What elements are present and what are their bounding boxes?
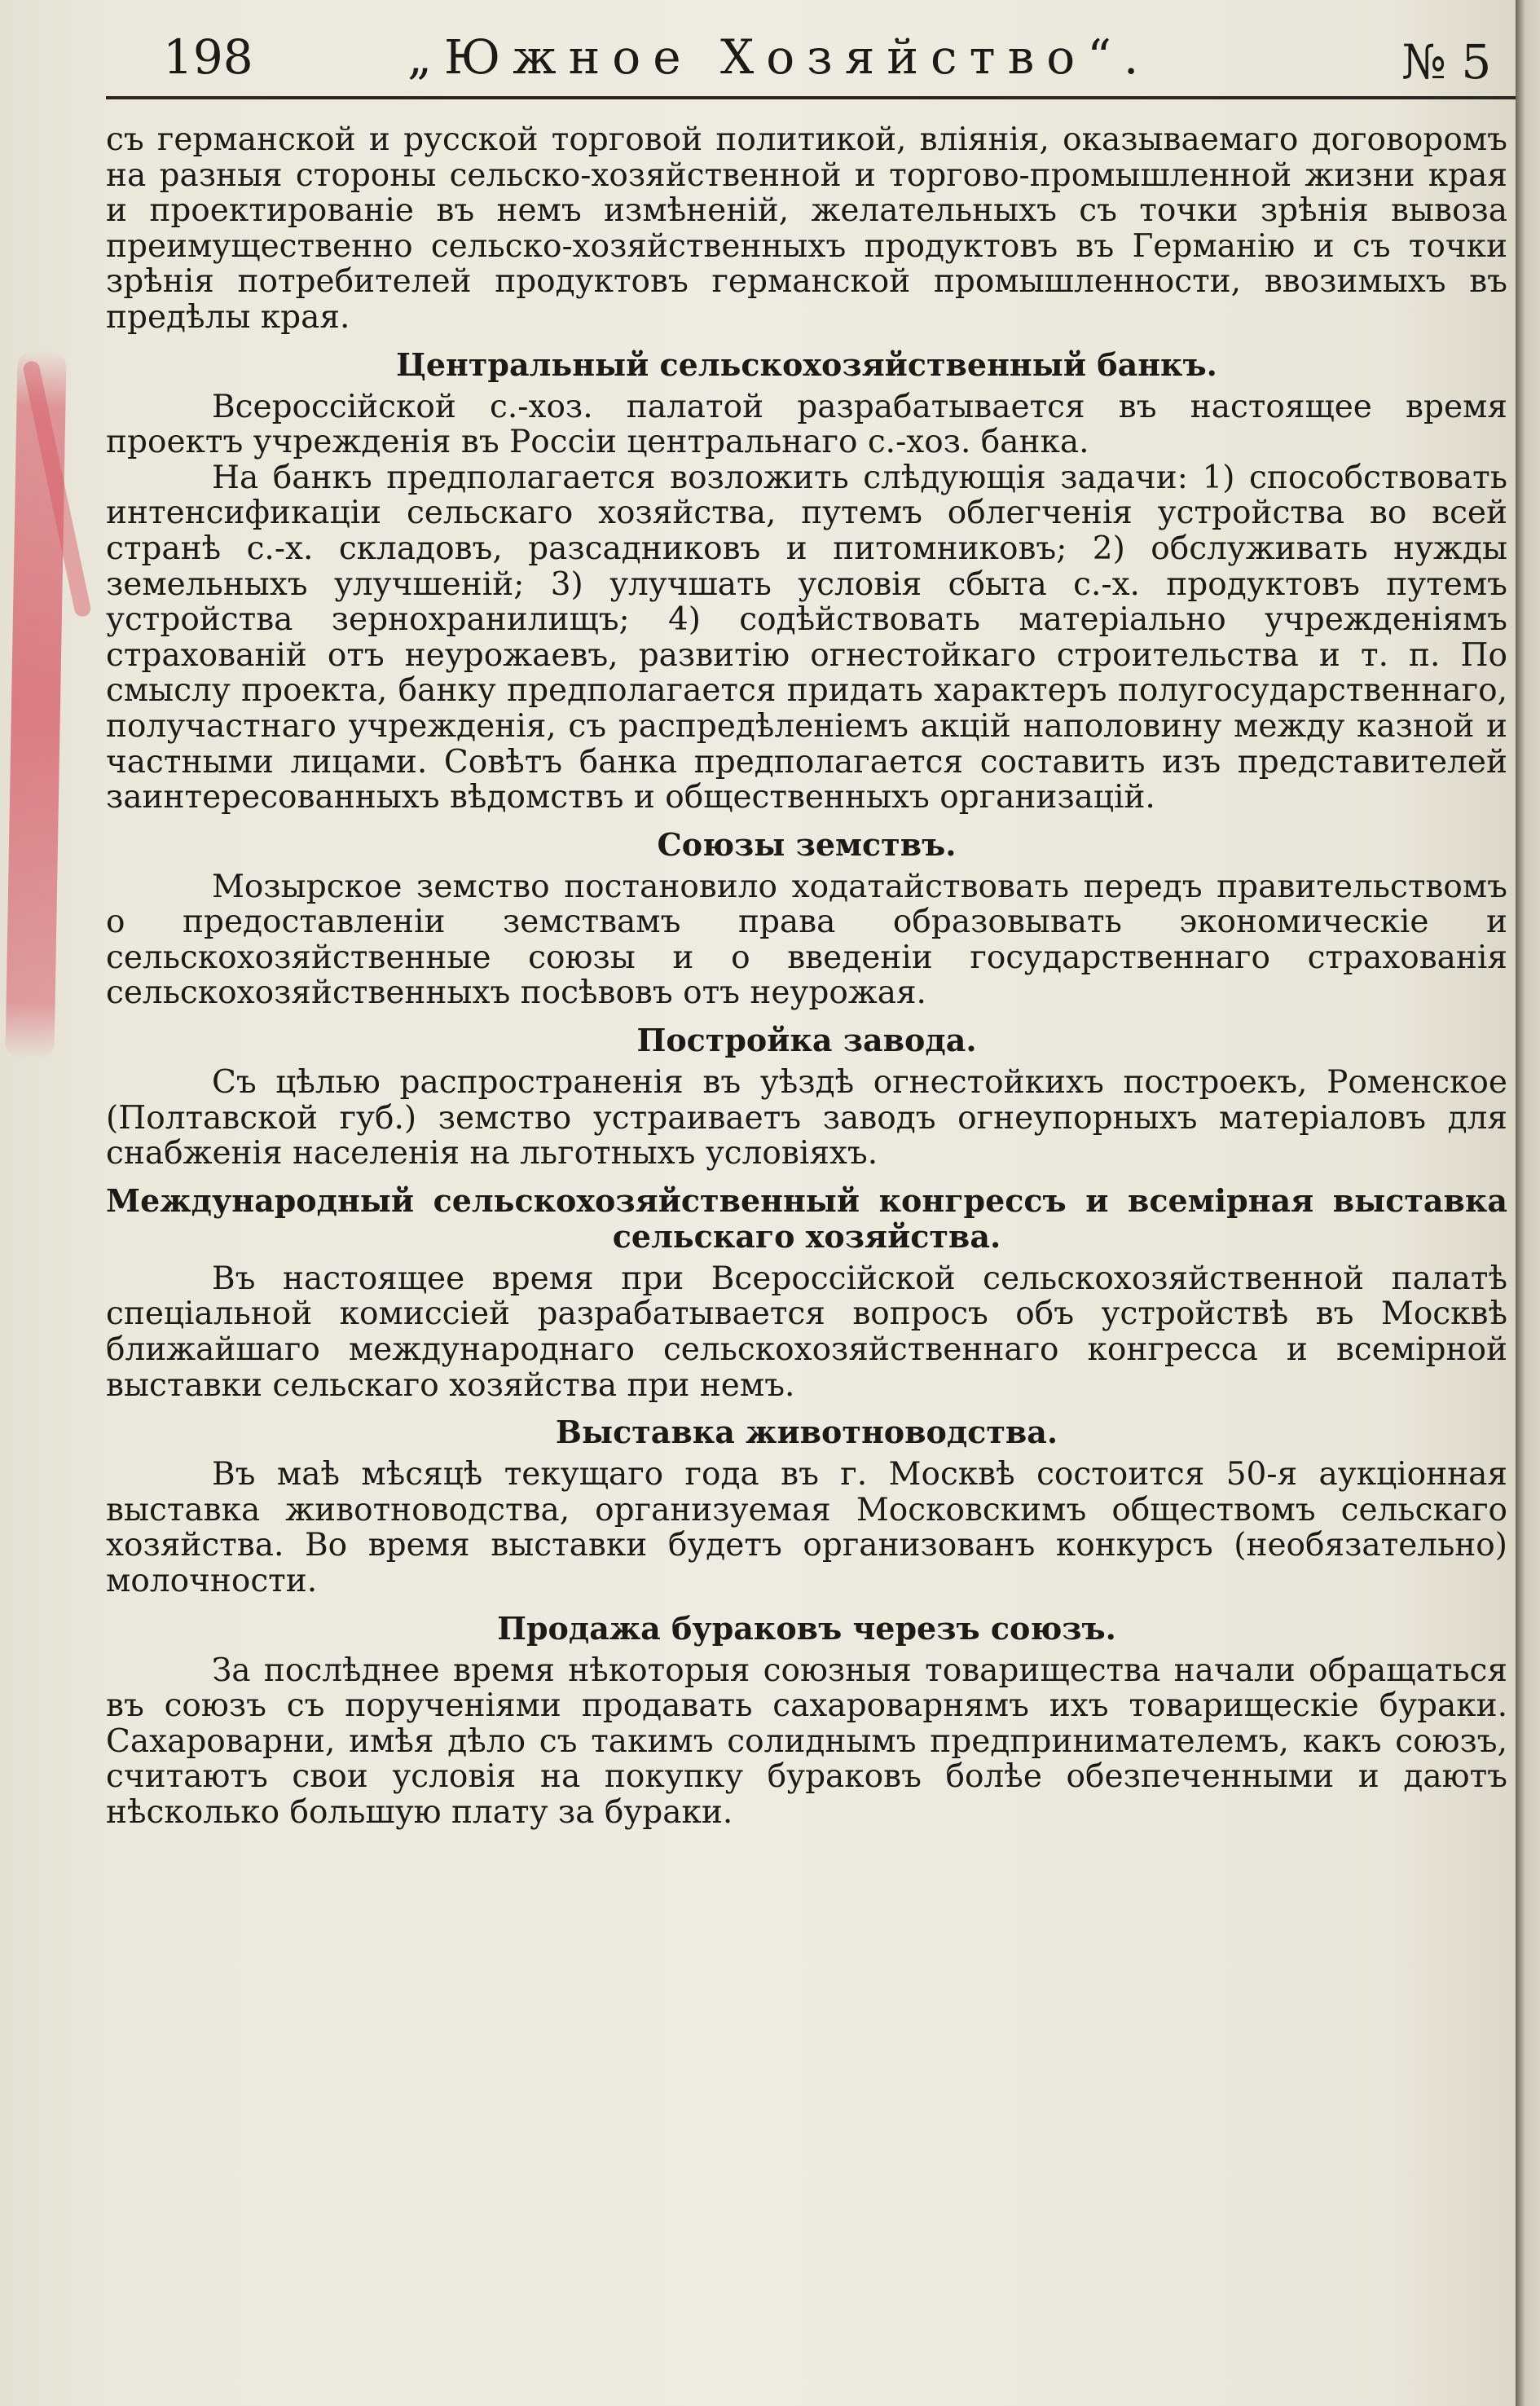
section-heading-bank: Центральный сельскохозяйственный банкъ.: [396, 345, 1217, 383]
article-body: [106, 122, 1507, 1831]
congress-paragraph: Въ настоящее время при Всероссійской сельскохозяйственной палатѣ спеціальной комиссіей разрабатывается вопросъ объ устройствѣ въ Москвѣ ближайшаго международнаго сельскохозяйственнаго конгресса и всемірной выставки сельскаго хозяйства при немъ.: [106, 1260, 1507, 1404]
bank-paragraph-2: На банкъ предполагается возложить слѣдующія задачи: 1) способствовать интенсификаціи сельскаго хозяйства, путемъ облегченія устройства во всей странѣ с.-х. складовъ, разсадниковъ и питомниковъ; 2) обслуживать нужды земельныхъ улучшеній; 3) улучшать условія сбыта с.-х. продуктовъ путемъ устройства зернохранилищъ; 4) содѣйствовать матеріально учрежденіямъ страхованій отъ неурожаевъ, развитію огнестойкаго строительства и т. п. По смыслу проекта, банку предполагается придать характеръ полугосударственнаго, получастнаго учрежденія, съ распредѣленіемъ акцій наполовину между казной и частными лицами. Совѣтъ банка предполагается составить изъ представителей заинтересованныхъ вѣдомствъ и общественныхъ организацій.: [106, 459, 1507, 816]
factory-paragraph: Съ цѣлью распространенія въ уѣздѣ огнестойкихъ построекъ, Роменское (Полтавской губ.) земство устраиваетъ заводъ огнеупорныхъ матеріаловъ для снабженія населенія на льготныхъ условіяхъ.: [106, 1064, 1507, 1172]
section-heading-livestock: Выставка животноводства.: [555, 1414, 1058, 1451]
unions-paragraph: Мозырское земство постановило ходатайствовать передъ правительствомъ о предоставленіи земствамъ права образовывать экономическіе и сельскохозяйственные союзы и о введеніи государственнаго страхованія сельскохозяйственныхъ посѣвовъ отъ неурожая.: [106, 868, 1507, 1012]
issue-number: № 5: [1401, 34, 1492, 90]
livestock-paragraph: Въ маѣ мѣсяцѣ текущаго года въ г. Москвѣ состоится 50-я аукціонная выставка животноводства, организуемая Московскимъ обществомъ сельскаго хозяйства. Во время выставки будетъ организованъ конкурсъ (необязательно) молочности.: [106, 1456, 1507, 1599]
section-heading-congress: Международный сельскохозяйственный конгрессъ и всемірная выставка сельскаго хозяйства.: [106, 1181, 1507, 1255]
beets-paragraph: За послѣднее время нѣкоторыя союзныя товарищества начали обращаться въ союзъ съ порученіями продавать сахароварнямъ ихъ товарищескіе бураки. Сахароварни, имѣя дѣло съ такимъ солиднымъ предпринимателемъ, какъ союзъ, считаютъ свои условія на покупку бураковъ болѣе обезпеченными и даютъ нѣсколько большую плату за бураки.: [106, 1652, 1507, 1831]
section-heading-beets: Продажа бураковъ черезъ союзъ.: [497, 1609, 1116, 1647]
header-rule: [106, 96, 1516, 99]
page-header: [106, 29, 1507, 90]
intro-paragraph: съ германской и русской торговой политикой, вліянія, оказываемаго договоромъ на разныя стороны сельско-хозяйственной и торгово-промышленной жизни края и проектированіе въ немъ измѣненій, желательныхъ съ точки зрѣнія вывоза преимущественно сельско-хозяйственныхъ продуктовъ въ Германію и съ точки зрѣнія потребителей продуктовъ германской промышленности, ввозимыхъ въ предѣлы края.: [106, 121, 1507, 336]
journal-title: „Южное Хозяйство“.: [407, 29, 1151, 85]
section-heading-factory: Постройка завода.: [636, 1022, 977, 1059]
binding-edge: [1516, 0, 1540, 2406]
bank-paragraph-1: Всероссійской с.-хоз. палатой разрабатывается въ настоящее время проектъ учрежденія въ Россіи центральнаго с.-хоз. банка.: [106, 388, 1507, 461]
section-heading-unions: Союзы земствъ.: [657, 825, 957, 863]
page-number: 198: [163, 29, 253, 85]
